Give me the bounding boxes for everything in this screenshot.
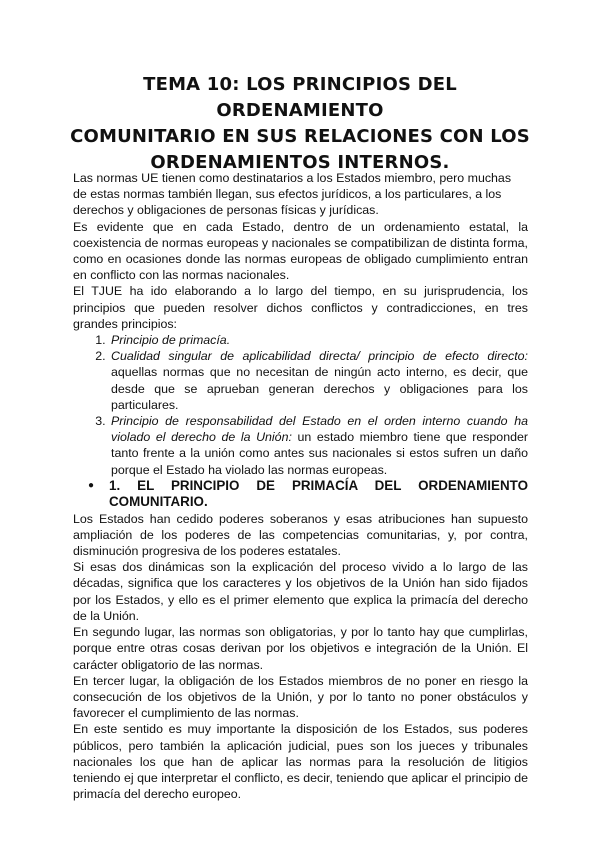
bullet-icon: ● xyxy=(87,479,95,491)
title-line-2: COMUNITARIO EN SUS RELACIONES CON LOS xyxy=(70,126,530,147)
principle-name: Cualidad singular de aplicabilidad directa/ principio de efecto directo: xyxy=(111,349,528,364)
principle-item xyxy=(109,348,528,413)
section-heading xyxy=(73,478,528,511)
title-line-1: TEMA 10: LOS PRINCIPIOS DEL ORDENAMIENTO xyxy=(143,74,457,121)
section-heading-text: 1. EL PRINCIPIO DE PRIMACÍA DEL ORDENAMIENTO COMUNITARIO. xyxy=(109,477,528,510)
principle-name: Principio de primacía. xyxy=(111,333,231,348)
section-paragraph: En este sentido es muy importante la disposición de los Estados, sus poderes públicos, pero también la aplicación judicial, pues son los jueces y tribunales nacionales los que han de aplicar las normas para la resolución de litigios teniendo ej que interpretar el conflicto, es decir, teniendo que aplicar el principio de primacía del derecho europeo. xyxy=(73,722,528,802)
principles-list xyxy=(73,332,528,478)
intro-paragraph-3: El TJUE ha ido elaborando a lo largo del tiempo, en su jurisprudencia, los principios que pueden resolver dichos conflictos y contradicciones, en tres grandes principios: xyxy=(73,284,528,331)
section-paragraph: Los Estados han cedido poderes soberanos y esas atribuciones han supuesto ampliación de los poderes de las competencias comunitarias, y, por contra, disminución progresiva de los poderes estatales. xyxy=(73,511,528,559)
principle-item xyxy=(109,413,528,478)
section-paragraph: En segundo lugar, las normas son obligatorias, y por lo tanto hay que cumplirlas, porque entre otras cosas derivan por los objetivos e integración de la Unión. El carácter obligatorio de las normas. xyxy=(73,625,528,672)
intro-paragraph-1: Las normas UE tienen como destinatarios a los Estados miembro, pero muchas de estas normas también llegan, sus efectos jurídicos, a los particulares, a los derechos y obligaciones de personas físicas y jurídicas. xyxy=(73,171,512,218)
document-body xyxy=(73,170,528,802)
intro-paragraph-2: Es evidente que en cada Estado, dentro de un ordenamiento estatal, la coexistencia de normas europeas y nacionales se compatibilizan de distinta forma, como en ocasiones donde las normas europeas de obligado cumplimiento entran en conflicto con las normas nacionales. xyxy=(73,219,528,283)
page-title xyxy=(60,72,540,176)
principle-description: aquellas normas que no necesitan de ningún acto interno, es decir, que desde que se aprueban generan derechos y obligaciones para los particulares. xyxy=(111,365,528,412)
principle-description: un estado miembro tiene que responder tanto frente a la unión como antes sus nacionales si estos sufren un daño porque el Estado ha violado las normas europeas. xyxy=(111,430,528,477)
principle-item xyxy=(109,332,528,348)
principle-name: Principio de responsabilidad del Estado en el orden interno cuando ha violado el derecho de la Unión: xyxy=(111,414,528,445)
section-paragraph: Si esas dos dinámicas son la explicación del proceso vivido a lo largo de las décadas, significa que los caracteres y los objetivos de la Unión han sido fijados por los Estados, y ello es el primer elemento que explica la primacía del derecho de la Unión. xyxy=(73,560,528,623)
title-line-3: ORDENAMIENTOS INTERNOS. xyxy=(150,152,450,173)
section-paragraph: En tercer lugar, la obligación de los Estados miembros de no poner en riesgo la consecución de los objetivos de la Unión, y por lo tanto no poner obstáculos y favorecer el cumplimiento de las normas. xyxy=(73,673,528,721)
